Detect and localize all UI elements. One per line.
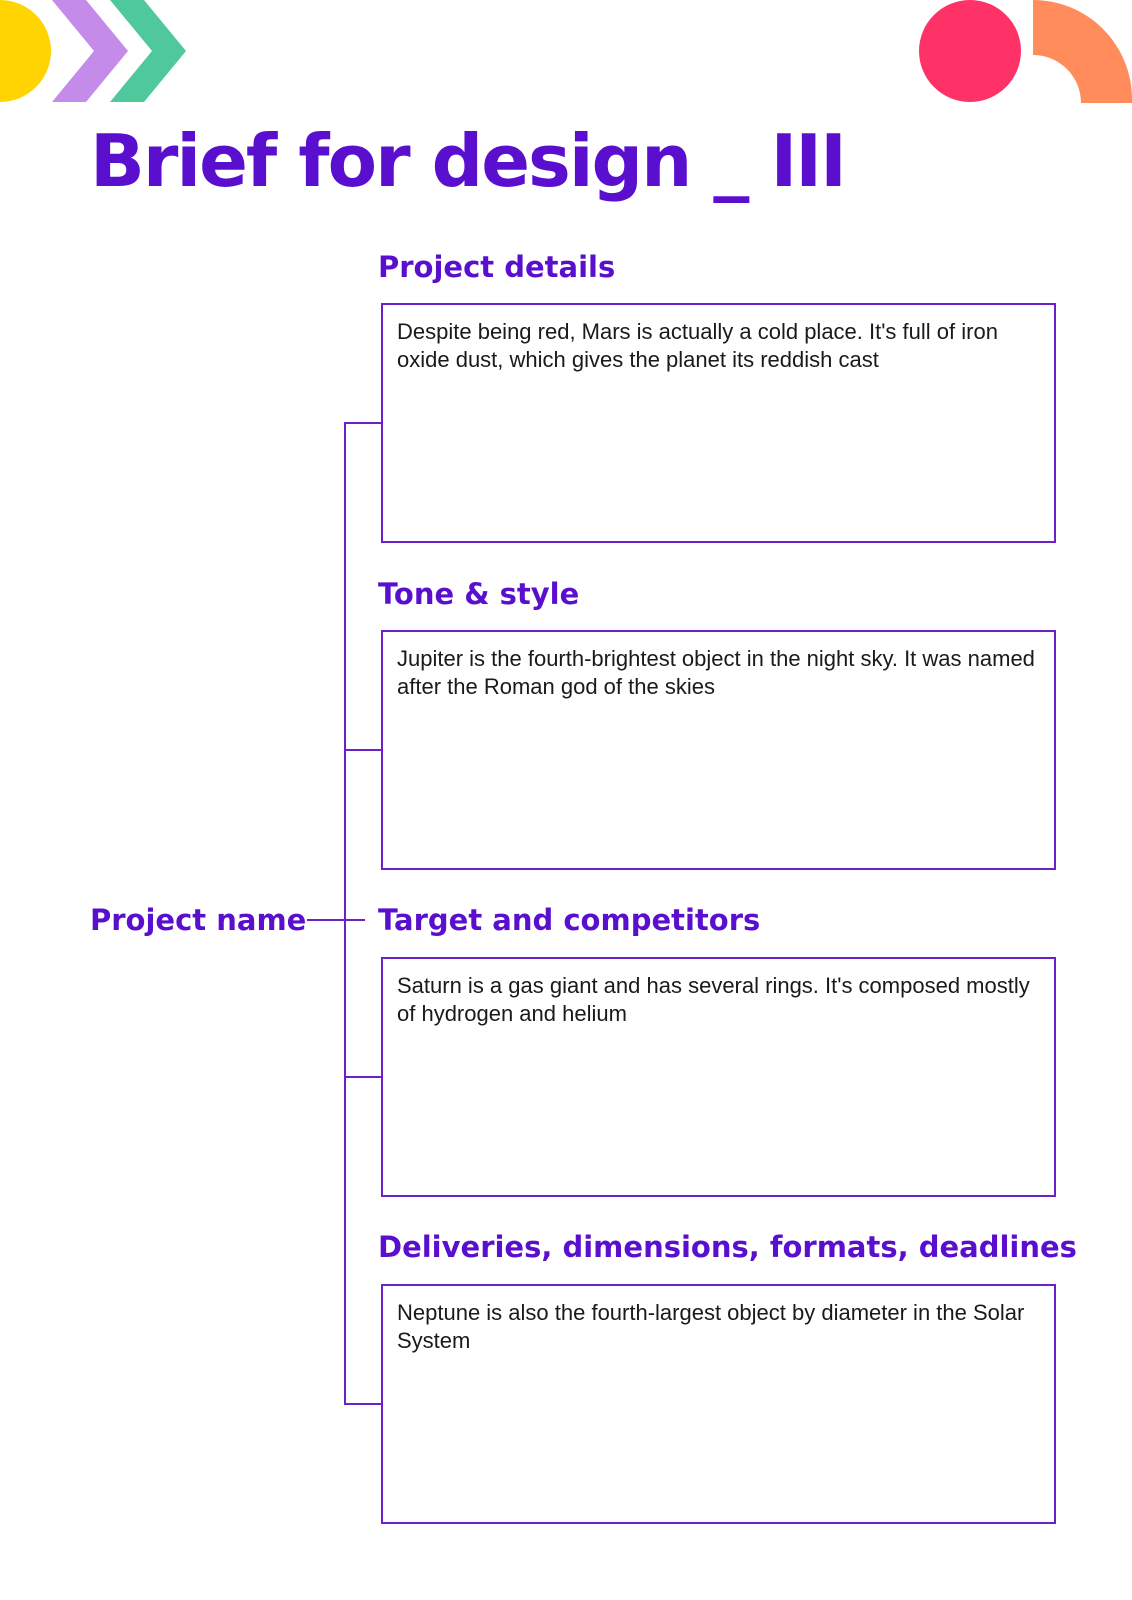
section-box-project-details[interactable] xyxy=(381,303,1056,543)
section-box-deliveries[interactable] xyxy=(381,1284,1056,1524)
section-heading-target-competitors: Target and competitors xyxy=(378,903,761,937)
teal-chevron-icon xyxy=(110,0,186,102)
lilac-chevron-icon xyxy=(52,0,128,102)
decorative-shapes xyxy=(0,0,1132,110)
page-title: Brief for design _ III xyxy=(90,119,845,203)
project-name-label: Project name xyxy=(90,903,307,937)
orange-quarter-arc-icon xyxy=(1033,0,1132,103)
pink-circle-icon xyxy=(919,0,1021,102)
section-body-project-details: Despite being red, Mars is actually a cold place. It's full of iron oxide dust, which gives the planet its reddish cast xyxy=(397,319,998,372)
section-heading-deliveries: Deliveries, dimensions, formats, deadlines xyxy=(378,1230,1077,1264)
section-box-target-competitors[interactable] xyxy=(381,957,1056,1197)
section-body-deliveries: Neptune is also the fourth-largest object by diameter in the Solar System xyxy=(397,1300,1025,1353)
section-heading-project-details: Project details xyxy=(378,250,616,284)
yellow-half-circle-icon xyxy=(0,0,51,102)
section-box-tone-style[interactable] xyxy=(381,630,1056,870)
section-heading-tone-style: Tone & style xyxy=(378,577,580,611)
section-body-tone-style: Jupiter is the fourth-brightest object in the night sky. It was named after the Roman god of the skies xyxy=(397,646,1035,699)
section-body-target-competitors: Saturn is a gas giant and has several rings. It's composed mostly of hydrogen and helium xyxy=(397,973,1030,1026)
